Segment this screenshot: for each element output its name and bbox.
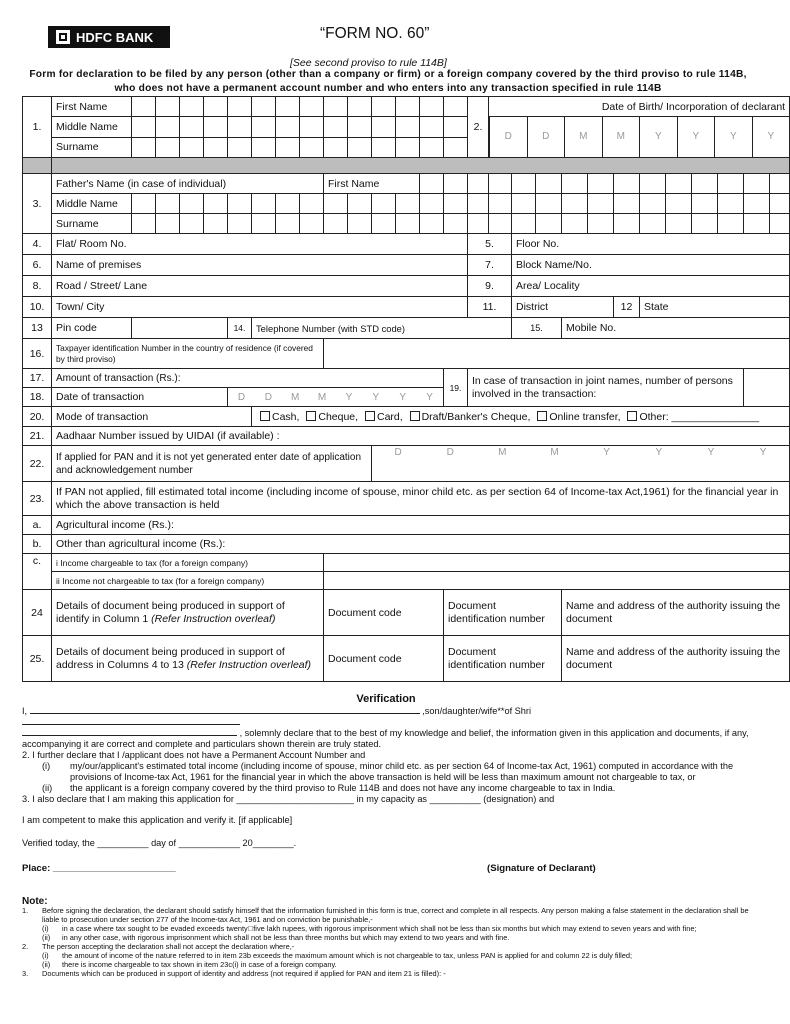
father-surname-cell[interactable] — [468, 214, 489, 234]
pin-code-label: Pin code — [52, 318, 132, 339]
pan-date-letter-2: M — [498, 447, 507, 458]
hdfc-bank-logo — [48, 26, 170, 48]
identity-doc-label — [52, 590, 324, 636]
note-2i — [22, 951, 750, 960]
verification-p2ii — [22, 783, 750, 794]
row-num-9: 9. — [468, 276, 512, 297]
middle-name-cell[interactable] — [276, 117, 300, 138]
middle-name-cell[interactable] — [300, 117, 324, 138]
father-middle-name-label: Middle Name — [52, 194, 132, 214]
row-num-10: 10. — [23, 297, 52, 318]
telephone-field[interactable]: Telephone Number (with STD code) — [252, 318, 512, 339]
row-num-4: 4. — [23, 234, 52, 255]
flat-room-field[interactable]: Flat/ Room No. — [52, 234, 468, 255]
identity-doc-text: Details of document being produced in support of identify in Column 1 (Refer Instruction overleaf) — [56, 599, 285, 625]
father-middle-cell[interactable] — [132, 194, 156, 214]
father-first-name-cell[interactable] — [536, 174, 562, 194]
pan-date-letter-6: Y — [707, 447, 715, 458]
first-name-cell[interactable] — [372, 97, 396, 117]
father-surname-cell[interactable] — [562, 214, 588, 234]
dob-letter-1: D — [527, 117, 565, 157]
first-name-cell[interactable] — [276, 97, 300, 117]
first-name-cell[interactable] — [396, 97, 420, 117]
pan-date-grid — [372, 446, 789, 458]
dob-label: Date of Birth/ Incorporation of declarant — [489, 97, 790, 117]
row-num-5: 5. — [468, 234, 512, 255]
row-num-c: c. — [23, 554, 52, 590]
father-surname-cell[interactable] — [666, 214, 692, 234]
row-num-a: a. — [23, 516, 52, 535]
pan-date-letter-7: Y — [759, 447, 767, 458]
txn-date-letter-3: M — [317, 391, 327, 403]
middle-name-cell[interactable] — [252, 117, 276, 138]
note-2-text: The person accepting the declaration shall not accept the declaration where,- — [42, 942, 295, 951]
father-first-name-cell[interactable] — [614, 174, 640, 194]
form-heading: Form for declaration to be filed by any person (other than a company or firm) or a foreign company covered by the third proviso to rule 114B, who does not have a permanent account number and who enters into any transaction specified in rule 114B — [29, 69, 747, 94]
father-middle-cell[interactable] — [692, 194, 718, 214]
online-transfer-checkbox[interactable] — [537, 411, 547, 421]
pan-date-letter-0: D — [394, 447, 402, 458]
row-num-7: 7. — [468, 255, 512, 276]
note-1-num: 1. — [22, 906, 29, 915]
town-city-field[interactable]: Town/ City — [52, 297, 468, 318]
fathers-name-label: Father's Name (in case of individual) — [52, 174, 324, 194]
p2i-text: my/our/applicant's estimated total income (including income of spouse, minor child etc. as per section 64 of Income-tax Act, 1961) computed in accordance with the provisions of Income-tax Act, 1961 for the financial year in which the above transaction is held will be less than maximum amount not chargeable to tax, or — [70, 761, 734, 782]
pan-date-letter-5: Y — [655, 447, 663, 458]
p2ii-num: (ii) — [42, 783, 53, 793]
income-not-chargeable-input[interactable] — [324, 572, 790, 590]
agricultural-income-field[interactable]: Agricultural income (Rs.): — [52, 516, 790, 535]
verification-p3: 3. I also declare that I am making this application for _______________________ in my capacity as __________ (designation) and — [22, 794, 555, 804]
dob-letter-6: Y — [714, 117, 752, 157]
verification-p4: I am competent to make this application and verify it. [if applicable] — [22, 815, 293, 825]
surname-cell[interactable] — [180, 137, 204, 158]
floor-no-field[interactable]: Floor No. — [512, 234, 790, 255]
verification-p2i — [22, 761, 750, 783]
father-first-name-cell[interactable] — [770, 174, 790, 194]
surname-cell[interactable] — [420, 137, 444, 158]
parent-name-blank[interactable] — [22, 724, 240, 725]
father-first-name-cell[interactable] — [512, 174, 536, 194]
note-1i-text: in a case where tax sought to be evaded exceeds twenty five lakh rupees, with rigorous imprisonment which shall not be less than six months but which may extend to seven years and with fine; — [62, 924, 697, 933]
father-middle-cell[interactable] — [666, 194, 692, 214]
father-surname-cell[interactable] — [324, 214, 348, 234]
note-2ii-num: (ii) — [42, 960, 51, 969]
father-first-name-cell[interactable] — [640, 174, 666, 194]
middle-name-cell[interactable] — [132, 117, 156, 138]
father-first-name-cell[interactable] — [692, 174, 718, 194]
father-middle-cell[interactable] — [444, 194, 468, 214]
note-2ii-text: there is income chargeable to tax shown in item 23c(i) in case of a foreign company. — [62, 960, 337, 969]
row-num-6: 6. — [23, 255, 52, 276]
road-street-field[interactable]: Road / Street/ Lane — [52, 276, 468, 297]
dob-letter-5: Y — [677, 117, 715, 157]
pan-date-letter-3: M — [550, 447, 559, 458]
txn-date-letter-6: Y — [399, 391, 407, 403]
note-spacer — [22, 933, 42, 942]
father-middle-cell[interactable] — [348, 194, 372, 214]
verification-line2 — [22, 728, 750, 750]
father-middle-cell[interactable] — [588, 194, 614, 214]
txn-date-letter-4: Y — [345, 391, 353, 403]
middle-name-cell[interactable] — [396, 117, 420, 138]
form-subtitle: [See second proviso to rule 114B] — [290, 57, 447, 69]
taxpayer-id-input[interactable] — [324, 339, 790, 369]
father-surname-cell[interactable] — [156, 214, 180, 234]
father-middle-cell[interactable] — [420, 194, 444, 214]
note-spacer — [22, 924, 42, 933]
estimated-income-label: If PAN not applied, fill estimated total income (including income of spouse, minor child etc. as per section 64 of Income-tax Act,1961) for the financial year in which the above transaction is held — [52, 482, 790, 516]
father-surname-label: Surname — [52, 214, 132, 234]
middle-name-cell[interactable] — [348, 117, 372, 138]
transaction-date-input[interactable] — [228, 388, 444, 407]
cheque-label: Cheque, — [318, 410, 359, 423]
father-middle-cell[interactable] — [300, 194, 324, 214]
first-name-cell[interactable] — [324, 97, 348, 117]
place-field[interactable]: Place: _______________________ — [22, 863, 176, 874]
notes-title: Note: — [22, 896, 48, 907]
declaration-text: , solemnly declare that to the best of my knowledge and belief, the information given in this application and documents, if any, accompanying it are correct and complete and particulars shown therein are truly stated. — [22, 728, 749, 749]
cash-label: Cash, — [272, 410, 300, 423]
row-num-17: 17. — [23, 369, 52, 388]
note-1ii-num: (ii) — [42, 933, 51, 942]
pin-code-input[interactable] — [132, 318, 228, 339]
draft-label: Draft/Banker's Cheque, — [421, 410, 531, 423]
surname-cell[interactable] — [156, 137, 180, 158]
father-middle-cell[interactable] — [744, 194, 770, 214]
row-num-22: 22. — [23, 446, 52, 482]
middle-name-cell[interactable] — [372, 117, 396, 138]
father-surname-cell[interactable] — [300, 214, 324, 234]
father-first-name-cell[interactable] — [562, 174, 588, 194]
middle-name-cell[interactable] — [420, 117, 444, 138]
father-surname-cell[interactable] — [770, 214, 790, 234]
txn-date-letter-7: Y — [426, 391, 433, 403]
other-label: Other: _______________ — [639, 410, 760, 423]
declarant-name-blank[interactable] — [30, 713, 420, 714]
place-signature-row — [22, 863, 750, 874]
row-num-11: 11. — [468, 297, 512, 318]
row-num-15: 15. — [512, 318, 562, 339]
aadhaar-field[interactable]: Aadhaar Number issued by UIDAI (if available) : — [52, 427, 790, 446]
father-first-name-cell[interactable] — [744, 174, 770, 194]
dob-letter-7: Y — [752, 117, 790, 157]
father-first-name-cell[interactable] — [718, 174, 744, 194]
note-2-num: 2. — [22, 942, 29, 951]
father-middle-cell[interactable] — [489, 194, 512, 214]
surname-cell[interactable] — [132, 137, 156, 158]
father-middle-cell[interactable] — [156, 194, 180, 214]
note-spacer — [22, 960, 42, 969]
father-surname-cell[interactable] — [132, 214, 156, 234]
txn-date-letter-5: Y — [372, 391, 380, 403]
row-num-2: 2. — [468, 97, 489, 158]
father-middle-cell[interactable] — [204, 194, 228, 214]
father-middle-cell[interactable] — [180, 194, 204, 214]
surname-cell[interactable] — [228, 137, 252, 158]
relation-blank[interactable] — [22, 735, 237, 736]
first-name-cell[interactable] — [348, 97, 372, 117]
dob-letter-4: Y — [639, 117, 677, 157]
p2ii-text: the applicant is a foreign company covered by the third proviso to Rule 114B and does not have any income chargeable to tax in India. — [70, 783, 616, 793]
father-middle-cell[interactable] — [640, 194, 666, 214]
row-num-b: b. — [23, 535, 52, 554]
other-checkbox[interactable] — [627, 411, 637, 421]
surname-cell[interactable] — [348, 137, 372, 158]
identity-doc-id[interactable]: Document identification number — [444, 590, 562, 636]
district-field[interactable]: District — [512, 297, 614, 318]
dob-input[interactable] — [489, 117, 790, 158]
father-middle-cell[interactable] — [718, 194, 744, 214]
area-locality-field[interactable]: Area/ Locality — [512, 276, 790, 297]
father-surname-cell[interactable] — [252, 214, 276, 234]
verification-section — [22, 694, 750, 874]
separator-bar — [52, 158, 790, 174]
first-name-cell[interactable] — [420, 97, 444, 117]
address-doc-label — [52, 636, 324, 682]
txn-date-letter-0: D — [237, 391, 246, 403]
address-doc-authority[interactable]: Name and address of the authority issuing the document — [562, 636, 790, 682]
first-name-cell[interactable] — [156, 97, 180, 117]
dob-letter-0: D — [489, 117, 527, 157]
father-middle-cell[interactable] — [228, 194, 252, 214]
surname-cell[interactable] — [204, 137, 228, 158]
transaction-date-grid — [228, 392, 443, 403]
identity-doc-code[interactable]: Document code — [324, 590, 444, 636]
refer-instruction-note: (Refer Instruction overleaf) — [186, 658, 312, 671]
income-chargeable-label: i Income chargeable to tax (for a foreign company) — [52, 554, 324, 572]
form-title: “FORM NO. 60” — [320, 25, 430, 42]
mobile-field[interactable]: Mobile No. — [562, 318, 790, 339]
surname-cell[interactable] — [276, 137, 300, 158]
income-not-chargeable-label: ii Income not chargeable to tax (for a foreign company) — [52, 572, 324, 590]
father-surname-cell[interactable] — [276, 214, 300, 234]
row-num-3: 3. — [23, 174, 52, 234]
pan-date-letter-4: Y — [603, 447, 610, 458]
father-middle-cell[interactable] — [562, 194, 588, 214]
txn-date-letter-2: M — [291, 391, 300, 403]
father-surname-cell[interactable] — [692, 214, 718, 234]
father-surname-cell[interactable] — [489, 214, 512, 234]
note-2i-num: (i) — [42, 951, 49, 960]
dob-letter-3: M — [602, 117, 640, 157]
taxpayer-id-label: Taxpayer identification Number in the country of residence (if covered by third proviso) — [52, 339, 324, 369]
note-1-text: Before signing the declaration, the declarant should satisfy himself that the information furnished in this form is true, correct and complete in all respects. Any person making a false statement in the declaration shall be liable to prosecution under section 277 of the Income-tax Act, 1961 and on conviction be punishable,- — [42, 906, 749, 924]
hdfc-logo-mark-icon — [56, 30, 70, 44]
row-num-25: 25. — [23, 636, 52, 682]
surname-label: Surname — [52, 137, 132, 158]
pan-applied-label: If applied for PAN and it is not yet generated enter date of application and acknowledgement number — [52, 446, 372, 482]
row-num-19: 19. — [444, 369, 468, 407]
row-num-1: 1. — [23, 97, 52, 158]
draft-checkbox[interactable] — [410, 411, 420, 421]
signature-label: (Signature of Declarant) — [487, 863, 596, 874]
identity-doc-authority[interactable]: Name and address of the authority issuing the document — [562, 590, 790, 636]
separator-cell — [23, 158, 52, 174]
middle-name-label: Middle Name — [52, 117, 132, 138]
other-income-field[interactable]: Other than agricultural income (Rs.): — [52, 535, 790, 554]
cash-checkbox[interactable] — [260, 411, 270, 421]
note-3 — [22, 969, 750, 978]
note-2ii — [22, 960, 750, 969]
father-surname-cell[interactable] — [180, 214, 204, 234]
father-surname-cell[interactable] — [348, 214, 372, 234]
block-name-field[interactable]: Block Name/No. — [512, 255, 790, 276]
father-surname-cell[interactable] — [718, 214, 744, 234]
middle-name-cell[interactable] — [156, 117, 180, 138]
note-3-num: 3. — [22, 969, 29, 978]
transaction-date-label: Date of transaction — [52, 388, 228, 407]
first-name-label: First Name — [52, 97, 132, 117]
pan-date-letter-1: D — [446, 447, 454, 458]
note-1i — [22, 924, 750, 933]
middle-name-cell[interactable] — [444, 117, 468, 138]
father-middle-cell[interactable] — [252, 194, 276, 214]
card-checkbox[interactable] — [365, 411, 375, 421]
middle-name-cell[interactable] — [228, 117, 252, 138]
father-middle-cell[interactable] — [770, 194, 790, 214]
father-middle-cell[interactable] — [396, 194, 420, 214]
verification-p2: 2. I further declare that I /applicant does not have a Permanent Account Number and — [22, 750, 366, 760]
father-surname-cell[interactable] — [640, 214, 666, 234]
surname-cell[interactable] — [372, 137, 396, 158]
father-surname-cell[interactable] — [588, 214, 614, 234]
first-name-cell[interactable] — [228, 97, 252, 117]
surname-cell[interactable] — [324, 137, 348, 158]
note-1 — [22, 906, 750, 924]
father-middle-cell[interactable] — [536, 194, 562, 214]
first-name-cell[interactable] — [204, 97, 228, 117]
father-middle-cell[interactable] — [324, 194, 348, 214]
mode-label: Mode of transaction — [52, 407, 252, 427]
address-doc-code[interactable]: Document code — [324, 636, 444, 682]
surname-cell[interactable] — [396, 137, 420, 158]
note-2 — [22, 942, 750, 951]
father-middle-cell[interactable] — [276, 194, 300, 214]
first-name-cell[interactable] — [444, 97, 468, 117]
father-surname-cell[interactable] — [444, 214, 468, 234]
father-surname-cell[interactable] — [204, 214, 228, 234]
father-first-name-cell[interactable] — [489, 174, 512, 194]
middle-name-cell[interactable] — [180, 117, 204, 138]
first-name-cell[interactable] — [252, 97, 276, 117]
first-name-cell[interactable] — [300, 97, 324, 117]
p2i-num: (i) — [42, 761, 51, 771]
row-num-23: 23. — [23, 482, 52, 516]
note-1i-num: (i) — [42, 924, 49, 933]
first-name-cell[interactable] — [132, 97, 156, 117]
verified-date: Verified today, the __________ day of ____________ 20________. — [22, 838, 297, 848]
card-label: Card, — [376, 410, 403, 423]
row-num-14: 14. — [228, 318, 252, 339]
surname-cell[interactable] — [252, 137, 276, 158]
online-transfer-label: Online transfer, — [549, 410, 621, 423]
father-first-name-label: First Name — [324, 174, 420, 194]
row-num-18: 18. — [23, 388, 52, 407]
father-surname-cell[interactable] — [420, 214, 444, 234]
middle-name-cell[interactable] — [324, 117, 348, 138]
father-surname-cell[interactable] — [744, 214, 770, 234]
father-surname-cell[interactable] — [396, 214, 420, 234]
father-surname-cell[interactable] — [512, 214, 536, 234]
dob-grid — [489, 117, 789, 157]
surname-cell[interactable] — [300, 137, 324, 158]
first-name-cell[interactable] — [180, 97, 204, 117]
row-num-20: 20. — [23, 407, 52, 427]
row-num-21: 21. — [23, 427, 52, 446]
father-middle-cell[interactable] — [614, 194, 640, 214]
address-doc-id[interactable]: Document identification number — [444, 636, 562, 682]
middle-name-cell[interactable] — [204, 117, 228, 138]
notes-section — [22, 897, 750, 978]
cheque-checkbox[interactable] — [306, 411, 316, 421]
verification-relation: ,son/daughter/wife**of Shri — [422, 706, 532, 716]
pan-applied-date-input[interactable] — [372, 446, 790, 482]
address-doc-text: Details of document being produced in support of address in Columns 4 to 13 (Refer Instruction overleaf) — [56, 645, 312, 671]
dob-letter-2: M — [564, 117, 602, 157]
joint-names-input[interactable] — [744, 369, 790, 407]
row-num-8: 8. — [23, 276, 52, 297]
refer-instruction-note: (Refer Instruction overleaf) — [151, 612, 276, 625]
father-surname-cell[interactable] — [228, 214, 252, 234]
mode-options — [252, 407, 790, 427]
father-surname-cell[interactable] — [372, 214, 396, 234]
note-3-text: Documents which can be produced in support of identity and address (not required if applied for PAN and item 21 is filled): - — [42, 969, 446, 978]
income-chargeable-input[interactable] — [324, 554, 790, 572]
father-first-name-cell[interactable] — [420, 174, 444, 194]
verification-title: Verification — [356, 693, 416, 705]
amount-field[interactable]: Amount of transaction (Rs.): — [52, 369, 444, 388]
father-middle-cell[interactable] — [468, 194, 489, 214]
row-num-13: 13 — [23, 318, 52, 339]
bank-name: HDFC BANK — [76, 29, 154, 45]
verification-i: I, — [22, 706, 28, 716]
row-num-16: 16. — [23, 339, 52, 369]
note-1ii-text: in any other case, with rigorous imprisonment which shall not be less than three months but which may extend to two years and with fine. — [62, 933, 510, 942]
joint-names-label: In case of transaction in joint names, number of persons involved in the transaction: — [468, 369, 744, 407]
father-surname-cell[interactable] — [536, 214, 562, 234]
note-spacer — [22, 951, 42, 960]
state-field[interactable]: State — [640, 297, 790, 318]
father-middle-cell[interactable] — [372, 194, 396, 214]
father-middle-cell[interactable] — [512, 194, 536, 214]
father-first-name-cell[interactable] — [444, 174, 468, 194]
surname-cell[interactable] — [444, 137, 468, 158]
premises-field[interactable]: Name of premises — [52, 255, 468, 276]
note-1ii — [22, 933, 750, 942]
father-first-name-cell[interactable] — [588, 174, 614, 194]
note-2i-text: the amount of income of the nature referred to in item 23b exceeds the maximum amount which is not chargeable to tax, unless PAN is applied for and column 22 is duly filled; — [62, 951, 633, 960]
row-num-12: 12 — [614, 297, 640, 318]
row-num-24: 24 — [23, 590, 52, 636]
father-first-name-cell[interactable] — [468, 174, 489, 194]
txn-date-letter-1: D — [264, 391, 272, 403]
form-table — [22, 96, 790, 682]
verification-line1 — [22, 706, 750, 728]
father-surname-cell[interactable] — [614, 214, 640, 234]
father-first-name-cell[interactable] — [666, 174, 692, 194]
